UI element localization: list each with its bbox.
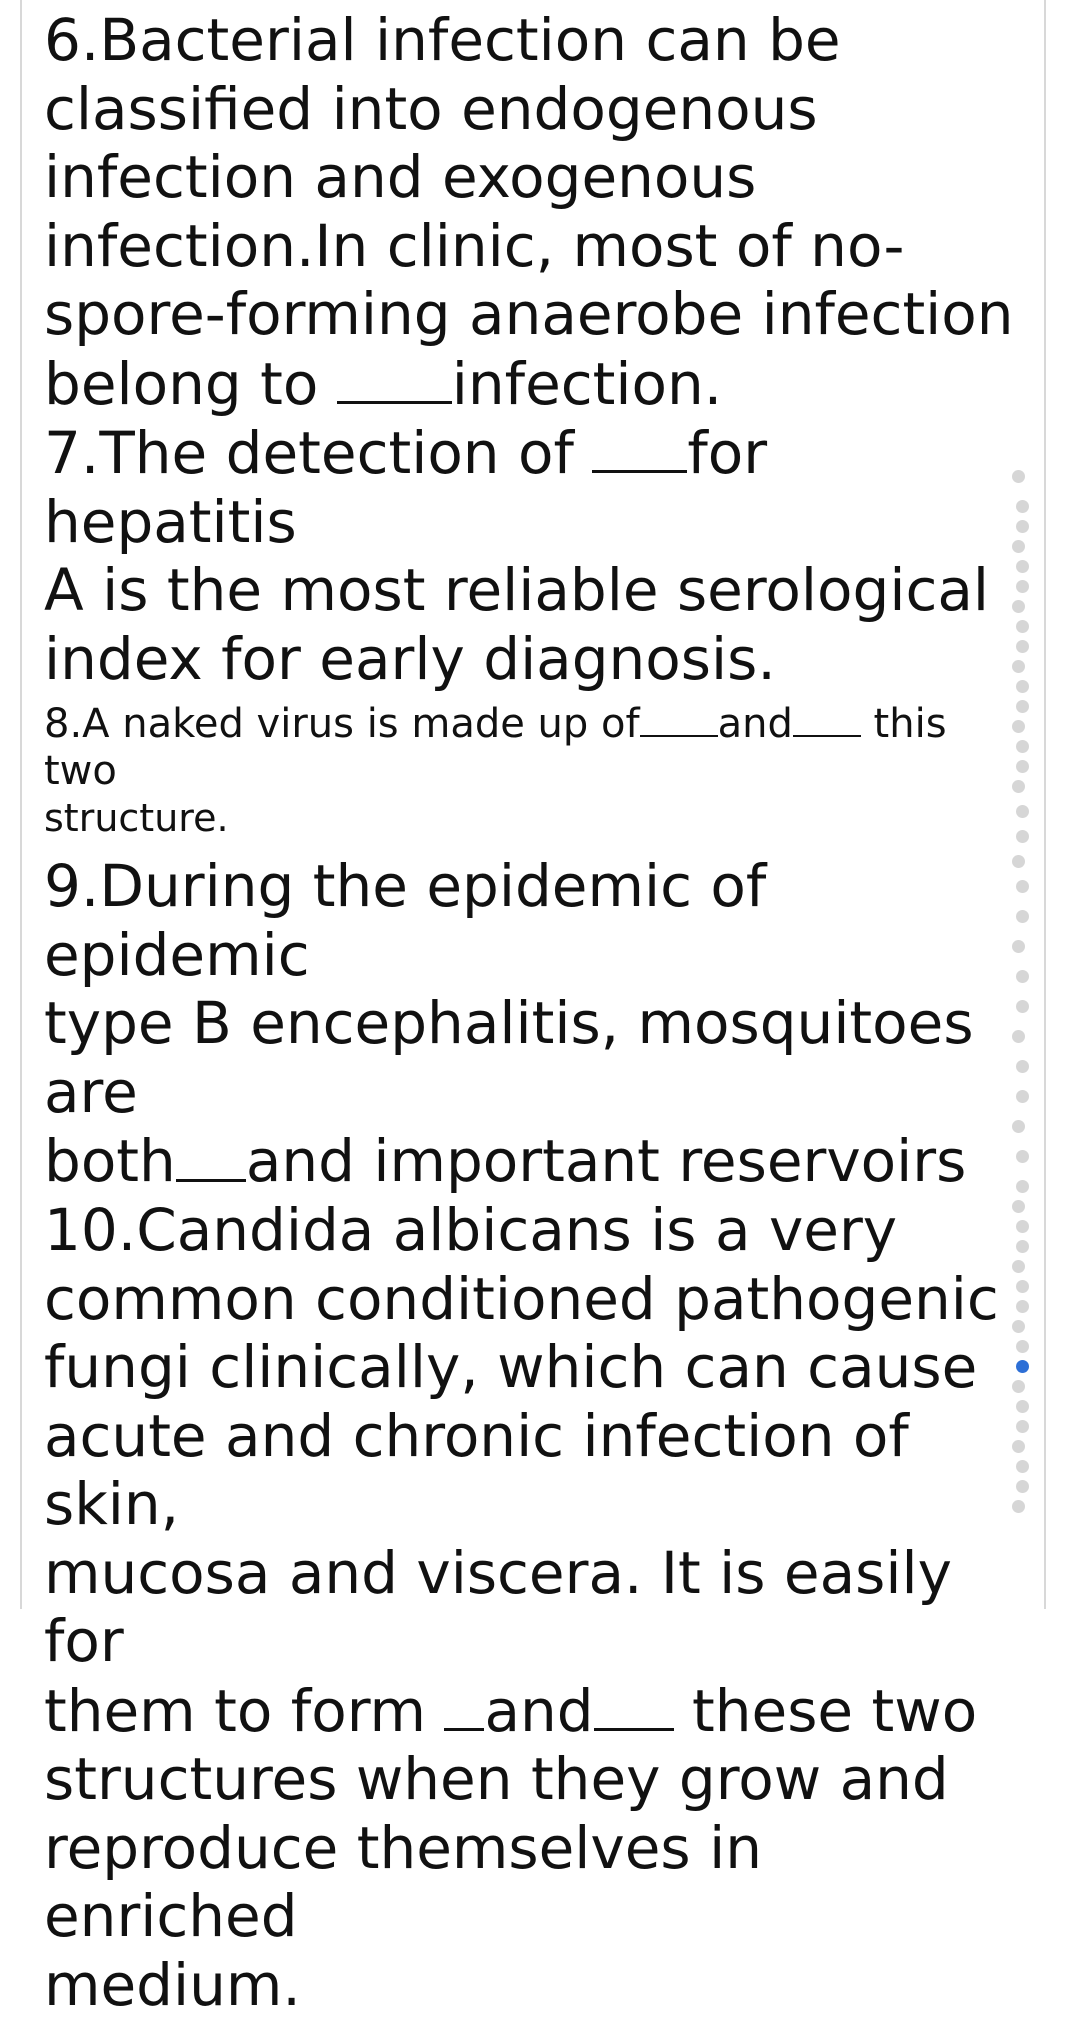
question-7 [44, 418, 1024, 693]
q10-line: fungi clinically, which can cause [44, 1333, 978, 1402]
q10-line: mucosa and viscera. It is easily for [44, 1538, 952, 1676]
scroll-indicator-dot[interactable] [1016, 500, 1029, 513]
q10-line: acute and chronic infection of skin, [44, 1401, 909, 1539]
q7-text: for hepatitis [44, 419, 768, 556]
q10-line: structures when they grow and [44, 1745, 949, 1814]
scroll-indicator-dot[interactable] [1016, 880, 1029, 893]
scroll-indicator-dot[interactable] [1012, 1260, 1025, 1273]
q8-line: structure. [44, 796, 229, 841]
scroll-indicator-dot[interactable] [1016, 1420, 1029, 1433]
q6-line [44, 349, 1024, 419]
q9-line: type B encephalitis, mosquitoes are [44, 989, 974, 1126]
scroll-indicator-dot[interactable] [1016, 830, 1029, 843]
q8-text: 8.A naked virus is made up of [44, 701, 640, 748]
answer-blank [592, 418, 687, 473]
scroll-indicator-dot[interactable] [1016, 1060, 1029, 1073]
scroll-indicator-dot[interactable] [1012, 940, 1025, 953]
scroll-indicator-dot[interactable] [1016, 580, 1029, 593]
question-8 [44, 693, 1024, 852]
scroll-indicator-dot[interactable] [1012, 1200, 1025, 1213]
q10-text: and [484, 1676, 594, 1745]
q8-line [44, 699, 1024, 795]
q10-line: common conditioned pathogenic [44, 1264, 999, 1333]
scroll-indicator-dot[interactable] [1016, 1240, 1029, 1253]
scroll-indicator-dot[interactable] [1016, 805, 1029, 818]
q6-text: belong to [44, 349, 337, 418]
q9-line: 9.During the epidemic of epidemic [44, 852, 767, 989]
scroll-indicator-dot[interactable] [1016, 1300, 1029, 1313]
q6-line: 6.Bacterial infection can be [44, 6, 841, 74]
scroll-indicator-dot[interactable] [1016, 1000, 1029, 1013]
scroll-indicator-dot[interactable] [1012, 1380, 1025, 1393]
scroll-indicator-dot[interactable] [1012, 855, 1025, 868]
scroll-indicator-dot[interactable] [1016, 910, 1029, 923]
q7-line: index for early diagnosis. [44, 624, 776, 693]
scroll-indicator-dot[interactable] [1016, 700, 1029, 713]
answer-blank [444, 1676, 484, 1731]
q10-line: reproduce themselves in enriched [44, 1813, 762, 1951]
q6-line: classified into endogenous [44, 74, 818, 143]
question-6 [44, 6, 1024, 418]
scroll-indicator-dot[interactable] [1012, 1120, 1025, 1133]
q6-line: infection and exogenous [44, 143, 757, 211]
answer-blank [640, 699, 718, 737]
scroll-indicator-dot[interactable] [1012, 1440, 1025, 1453]
scroll-indicator-dot[interactable] [1016, 1480, 1029, 1493]
scroll-indicator-dot[interactable] [1016, 1180, 1029, 1193]
answer-blank [176, 1126, 246, 1181]
scroll-indicator-dot[interactable] [1016, 1150, 1029, 1163]
answer-blank [594, 1676, 674, 1731]
answer-blank [337, 349, 452, 404]
q9-text: and important reservoirs [245, 1127, 967, 1196]
scroll-indicator-dot[interactable] [1016, 760, 1029, 773]
scroll-indicator-dot[interactable] [1012, 540, 1025, 553]
q7-line: A is the most reliable serological [44, 556, 989, 625]
scroll-indicator-dot[interactable] [1012, 660, 1025, 673]
q10-text: these two [673, 1676, 978, 1745]
q10-text: them to form [44, 1676, 445, 1745]
q9-line [44, 1126, 1024, 1196]
scroll-indicator-dot[interactable] [1012, 470, 1025, 483]
scroll-indicator-dot[interactable] [1012, 600, 1025, 613]
scroll-indicator-dot[interactable] [1016, 620, 1029, 633]
scroll-indicator-dot[interactable] [1016, 1340, 1029, 1353]
scroll-indicator[interactable] [1010, 460, 1034, 1600]
scroll-indicator-dot[interactable] [1012, 720, 1025, 733]
scroll-indicator-dot[interactable] [1016, 970, 1029, 983]
scroll-indicator-dot[interactable] [1016, 680, 1029, 693]
scroll-indicator-dot[interactable] [1016, 640, 1029, 653]
q7-text: 7.The detection of [44, 419, 593, 488]
scroll-indicator-dot[interactable] [1016, 1220, 1029, 1233]
scroll-indicator-dot[interactable] [1016, 520, 1029, 533]
scroll-indicator-dot[interactable] [1016, 1400, 1029, 1413]
q8-text: this two [44, 701, 947, 795]
q6-line: infection.In clinic, most of no- [44, 211, 905, 280]
answer-blank [793, 699, 861, 737]
q9-text: both [44, 1127, 176, 1196]
q10-line [44, 1676, 1024, 1746]
scroll-indicator-dot[interactable] [1016, 1460, 1029, 1473]
question-9 [44, 852, 1024, 1196]
scroll-indicator-dot[interactable] [1012, 1320, 1025, 1333]
q8-text: and [717, 701, 793, 748]
q7-line [44, 418, 1024, 556]
q10-line: 10.Candida albicans is a very [44, 1196, 898, 1265]
q6-line: spore-forming anaerobe infection [44, 280, 1014, 348]
scroll-indicator-dot-active[interactable] [1016, 1360, 1029, 1373]
scroll-indicator-dot[interactable] [1012, 1030, 1025, 1043]
q10-line: medium. [44, 1950, 301, 2019]
scroll-indicator-dot[interactable] [1016, 1090, 1029, 1103]
scroll-indicator-dot[interactable] [1016, 1280, 1029, 1293]
scroll-indicator-dot[interactable] [1012, 780, 1025, 793]
scroll-indicator-dot[interactable] [1012, 1500, 1025, 1513]
scroll-indicator-dot[interactable] [1016, 740, 1029, 753]
scroll-indicator-dot[interactable] [1016, 560, 1029, 573]
question-list[interactable] [44, 6, 1024, 2019]
question-10 [44, 1196, 1024, 2019]
q6-text: infection. [451, 349, 723, 418]
